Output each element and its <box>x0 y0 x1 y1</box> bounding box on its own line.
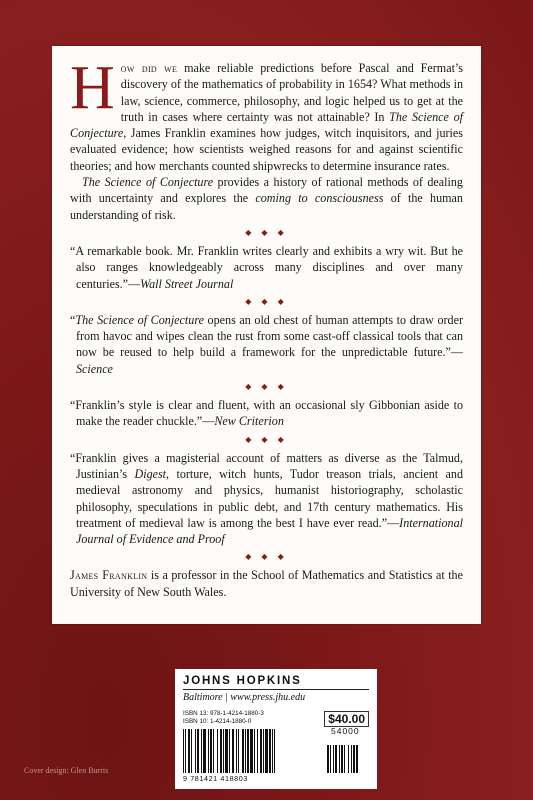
divider: ◆ ◆ ◆ <box>245 434 288 444</box>
quote-source: New Criterion <box>214 414 284 429</box>
author-bio <box>70 567 463 600</box>
divider: ◆ ◆ ◆ <box>245 552 288 562</box>
drop-cap: H <box>70 54 115 122</box>
publisher-barcode-box <box>175 669 377 789</box>
quote-source: International Journal of Evidence and Proof <box>76 515 463 547</box>
intro-text-end: , James Franklin examines how judges, witch inquisitors, and juries evaluated evidence; how scientists weighed reasons for and against scientific theories; and how merchants counted shipwrecks to determine insurance rates. <box>70 126 463 173</box>
barcode-stripe <box>356 745 358 773</box>
publisher-location-url: Baltimore | www.press.jhu.edu <box>183 689 369 704</box>
book-title: The Science of Conjecture <box>70 109 463 141</box>
review-quote-1 <box>70 243 463 292</box>
isbn-13: ISBN 13: 978-1-4214-1880-3 <box>183 710 264 717</box>
quote-italic: Digest <box>134 466 167 481</box>
quote-text: “Franklin gives a magisterial account of matters as diverse as the Talmud, Justinian’s <box>70 450 463 481</box>
intro2-phrase: coming to consciousness <box>255 191 384 206</box>
divider: ◆ ◆ ◆ <box>245 296 288 306</box>
back-cover-panel <box>52 46 481 624</box>
divider: ◆ ◆ ◆ <box>245 227 288 237</box>
author-name: James Franklin <box>70 568 148 583</box>
barcode-addon-number: 54000 <box>331 726 360 736</box>
quote-source: Wall Street Journal <box>140 276 234 291</box>
cover-design-credit: Cover design: Glen Burris <box>24 766 109 775</box>
quote-text: “A remarkable book. Mr. Franklin writes clearly and exhibits a wry wit. But he also ranges knowledgeably across many disciplines and over many centuries.”— <box>70 243 463 291</box>
barcode-stripe <box>275 729 277 773</box>
price-tag: $40.00 <box>324 711 369 727</box>
barcode-number: 9 781421 418803 <box>183 774 248 783</box>
intro2-text: provides a history of rational methods of dealing with uncertainty and explores the <box>70 175 463 206</box>
bio-text: is a professor in the School of Mathematics and Statistics at the University of New South Wales. <box>70 568 463 599</box>
publisher-name: JOHNS HOPKINS <box>183 675 302 687</box>
intro-paragraph-2 <box>70 174 463 223</box>
book-title-2: The Science of Conjecture <box>82 175 214 190</box>
review-quote-3 <box>70 397 463 430</box>
divider: ◆ ◆ ◆ <box>245 382 288 392</box>
intro-text: make reliable predictions before Pascal and Fermat’s discovery of the mathematics of probability in 1654? What methods in law, science, commerce, philosophy, and logic helped us to get at the truth in cases where certainty was not attainable? In <box>120 61 463 124</box>
quote-title: The Science of Conjecture <box>75 312 204 327</box>
intro-paragraph <box>70 54 463 174</box>
quote-source: Science <box>76 361 113 376</box>
quote-text: “Franklin’s style is clear and fluent, with an occasional sly Gibbonian aside to make the reader chuckle.”— <box>70 398 463 429</box>
intro2-text-end: of the human understanding of risk. <box>70 191 463 222</box>
quote-text: , torture, witch hunts, Tudor treason trials, ancient and medieval astronomy and physics, humanist historiography, scholastic philosophy, speculations in public debt, and 17th century mathematics. His treatment of medieval law is among the best I have ever read.”— <box>76 466 463 530</box>
barcode-icon <box>183 725 323 773</box>
quote-text: opens an old chest of human attempts to draw order from havoc and wipes clean the rust from some cast-off classical tools that can now be reused to help build a framework for the unpredictable future.”— <box>76 312 463 360</box>
isbn-10: ISBN 10: 1-4214-1880-0 <box>183 718 252 725</box>
review-quote-4 <box>70 450 463 548</box>
review-quote-2: “The Science of Conjecture opens an old chest of human attempts to draw order from havoc and wipes clean the rust from some cast-off classical tools that can now be reused to help build a framework for the unpredictable future.”—Science <box>70 312 463 376</box>
lead-in: ow did we <box>120 61 178 75</box>
addon-barcode-icon <box>327 739 369 773</box>
